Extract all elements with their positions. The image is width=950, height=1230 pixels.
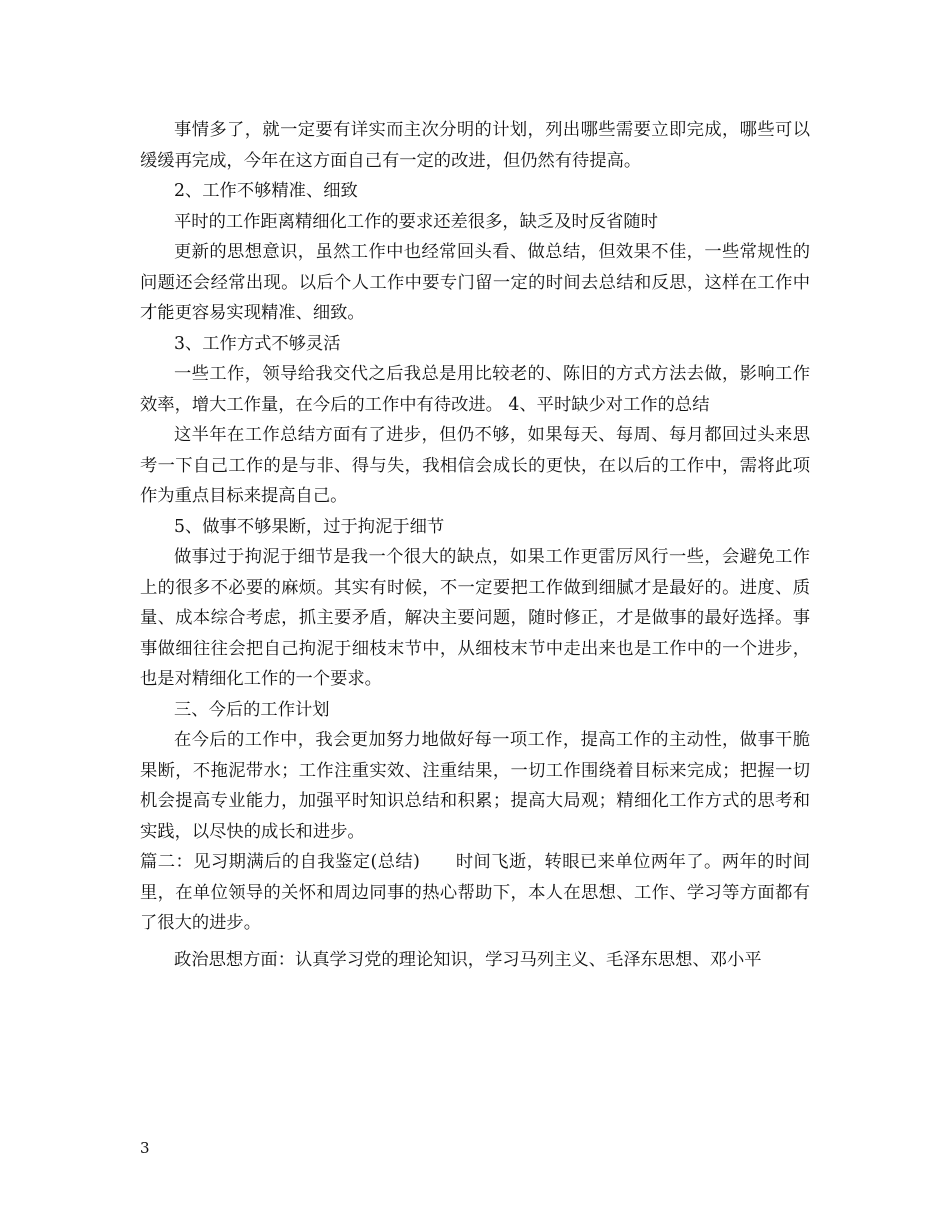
paragraph: 政治思想方面：认真学习党的理论知识，学习马列主义、毛泽东思想、邓小平 [174, 949, 762, 970]
paragraph: 做事过于拘泥于细节是我一个很大的缺点，如果工作更雷厉风行一些，会避免工作上的很多不必要的麻烦。其实有时候，不一定要把工作做到细腻才是最好的。进度、质量、成本综合考虑，抓主要矛盾，解决主要问题，随时修正，才是做事的最好选择。事事做细往往会把自己拘泥于细枝末节中，从细枝末节中走出来也是工作中的一个进步，也是对精细化工作的一个要求。 [140, 547, 810, 689]
section-heading: 三、今后的工作计划 [174, 699, 330, 720]
paragraph: 事情多了，就一定要有详实而主次分明的计划，列出哪些需要立即完成，哪些可以缓缓再完成，今年在这方面自己有一定的改进，但仍然有待提高。 [140, 120, 810, 171]
paragraph: 在今后的工作中，我会更加努力地做好每一项工作，提高工作的主动性，做事干脆果断，不拖泥带水；工作注重实效、注重结果，一切工作围绕着目标来完成；把握一切机会提高专业能力，加强平时知识总结和积累；提高大局观；精细化工作方式的思考和实践，以尽快的成长和进步。 [140, 730, 810, 842]
section-heading: 5、做事不够果断，过于拘泥于细节 [174, 516, 445, 537]
chapter-heading-paragraph: 篇二：见习期满后的自我鉴定(总结) 时间飞逝，转眼已来单位两年了。两年的时间里，在单位领导的关怀和周边同事的热心帮助下，本人在思想、工作、学习等方面都有了很大的进步。 [140, 852, 810, 933]
paragraph: 一些工作，领导给我交代之后我总是用比较老的、陈旧的方式方法去做，影响工作效率，增大工作量，在今后的工作中有待改进。 4、平时缺少对工作的总结 [140, 364, 810, 415]
document-body [140, 115, 810, 975]
page-number: 3 [140, 1139, 150, 1157]
paragraph: 更新的思想意识，虽然工作中也经常回头看、做总结，但效果不佳，一些常规性的问题还会经常出现。以后个人工作中要专门留一定的时间去总结和反思，这样在工作中才能更容易实现精准、细致。 [140, 242, 810, 323]
paragraph: 平时的工作距离精细化工作的要求还差很多，缺乏及时反省随时 [174, 211, 658, 232]
paragraph: 这半年在工作总结方面有了进步，但仍不够，如果每天、每周、每月都回过头来思考一下自己工作的是与非、得与失，我相信会成长的更快，在以后的工作中，需将此项作为重点目标来提高自己。 [140, 425, 810, 506]
section-heading: 3、工作方式不够灵活 [174, 333, 341, 354]
section-heading: 2、工作不够精准、细致 [174, 181, 358, 201]
